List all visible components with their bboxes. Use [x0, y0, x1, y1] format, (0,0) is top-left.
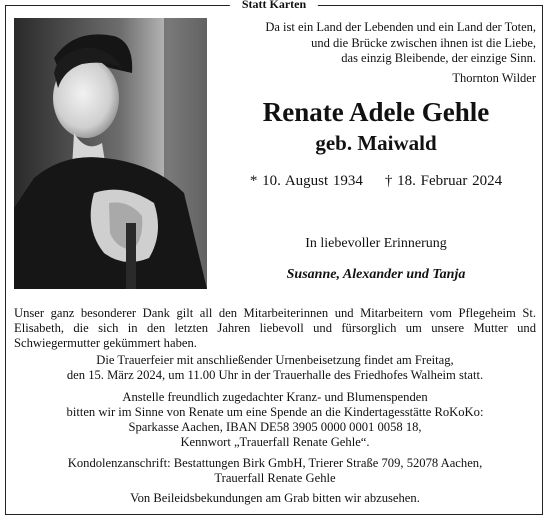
funeral-line: Die Trauerfeier mit anschließender Urnenbeisetzung findet am Freitag, — [96, 353, 454, 367]
portrait-photo — [14, 18, 207, 289]
funeral-line: den 15. März 2024, um 11.00 Uhr in der Trauerhalle des Friedhofes Walheim statt. — [66, 368, 484, 382]
condolence-address — [14, 456, 536, 486]
quote-author: Thornton Wilder — [452, 70, 536, 85]
donation-line: Sparkasse Aachen, IBAN DE58 3905 0000 0001 0058 18, — [128, 420, 422, 434]
death-date: † 18. Februar 2024 — [384, 173, 503, 189]
donation-line: bitten wir im Sinne von Renate um eine Spende an die Kindertagesstätte RoKoKo: — [66, 405, 484, 419]
funeral-info — [14, 353, 536, 383]
maiden-name: geb. Maiwald — [315, 131, 437, 155]
thanks-paragraph: Unser ganz besonderer Dank gilt all den Mitarbeiterinnen und Mitarbeitern vom Pflegeheim St. Elisabeth, die sich in den letzten Jahren liebevoll und fürsorglich um unsere Mutter und Schwiegermutter gekümmert haben. — [14, 306, 536, 350]
portrait-image — [14, 18, 207, 289]
donation-info — [14, 390, 536, 450]
closing-line: Von Beileidsbekundungen am Grab bitten wir abzusehen. — [130, 491, 420, 505]
deceased-name: Renate Adele Gehle — [262, 97, 490, 127]
header-label: Statt Karten — [230, 0, 318, 12]
condolence-line: Trauerfall Renate Gehle — [214, 471, 336, 485]
closing-note — [14, 491, 536, 506]
family-names: Susanne, Alexander und Tanja — [286, 267, 466, 282]
donation-line: Anstelle freundlich zugedachter Kranz- und Blumenspenden — [122, 390, 428, 404]
birth-date: * 10. August 1934 — [249, 173, 363, 189]
life-dates — [217, 171, 535, 191]
condolence-line: Kondolenzanschrift: Bestattungen Birk GmbH, Trierer Straße 709, 52078 Aachen, — [67, 456, 483, 470]
quote-line: das einzig Bleibende, der einzige Sinn. — [341, 51, 536, 65]
donation-line: Kennwort „Trauerfall Renate Gehle“. — [180, 435, 370, 449]
memory-line: In liebevoller Erinnerung — [305, 236, 447, 251]
quote-line: Da ist ein Land der Lebenden und ein Land der Toten, — [265, 20, 536, 34]
quote — [236, 20, 536, 86]
quote-line: und die Brücke zwischen ihnen ist die Liebe, — [311, 35, 536, 50]
